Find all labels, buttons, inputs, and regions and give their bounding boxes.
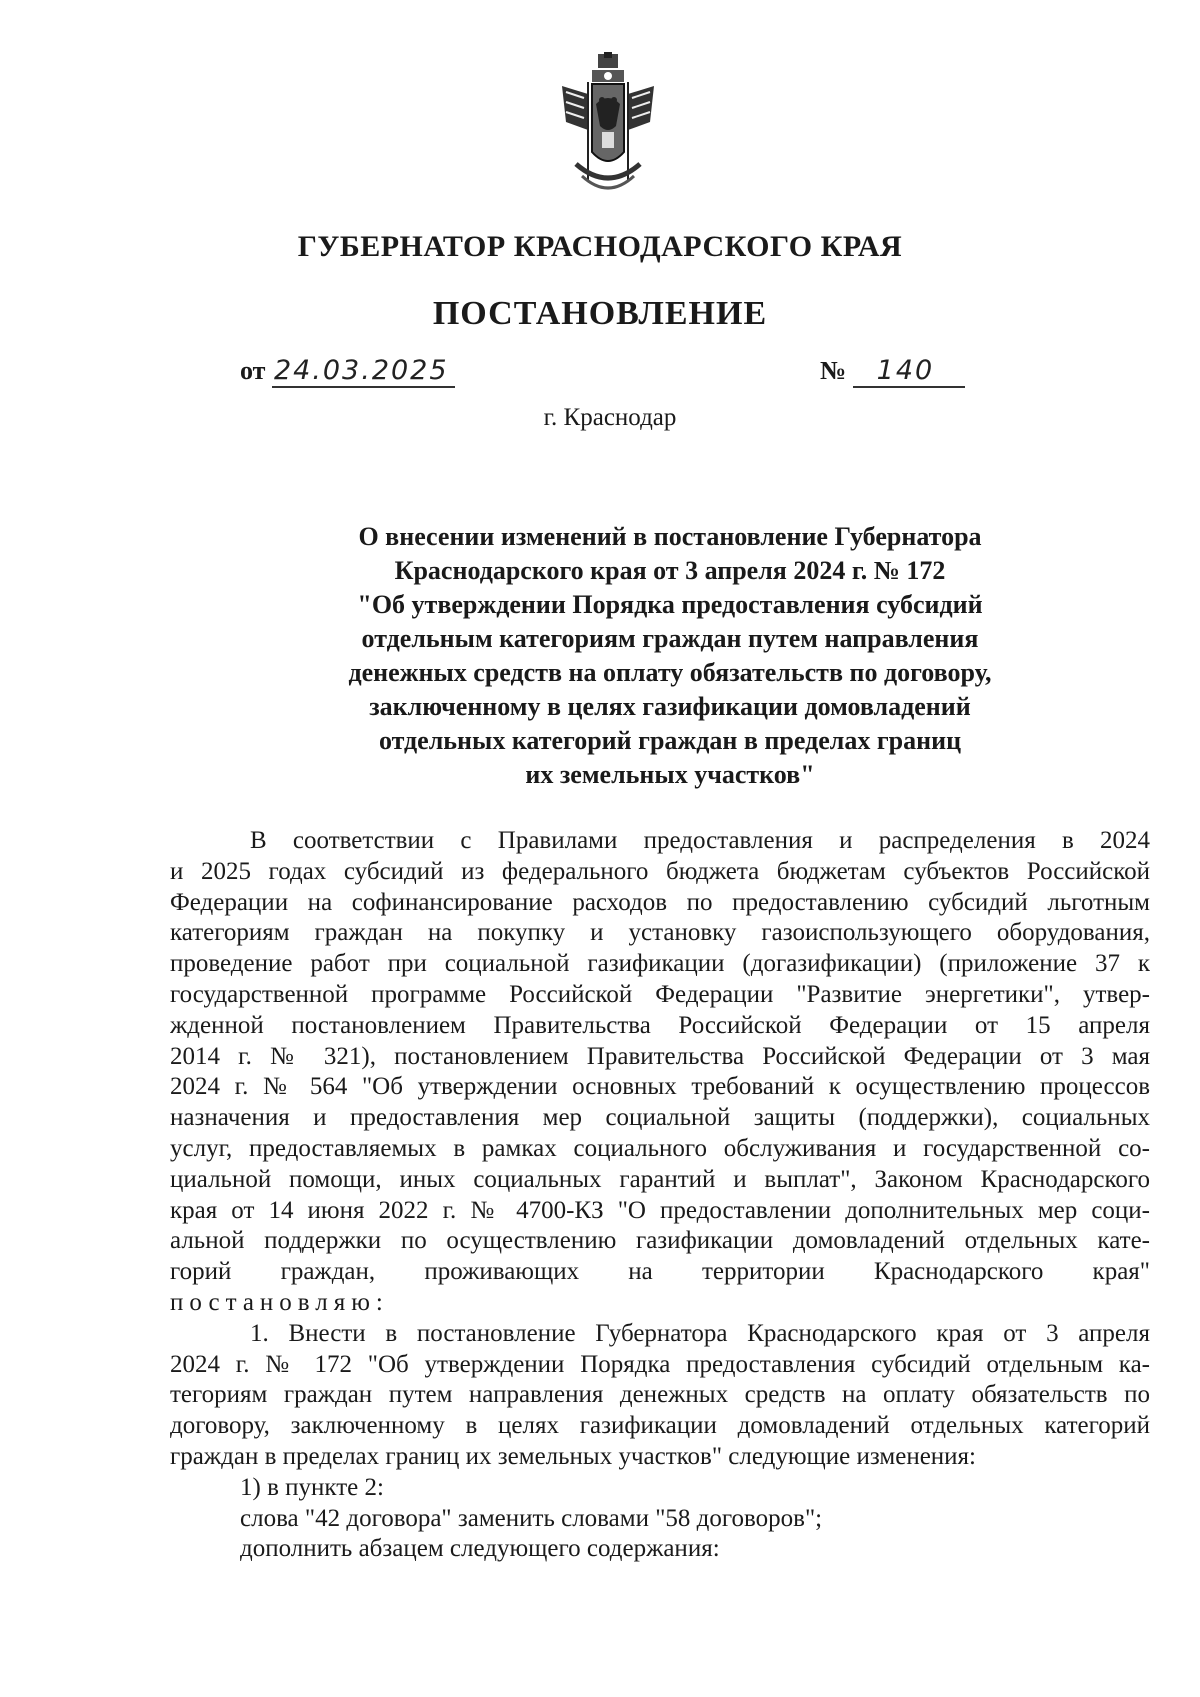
title-line: О внесении изменений в постановление Губернатора: [358, 522, 982, 551]
title-line: денежных средств на оплату обязательств по договору,: [348, 658, 992, 687]
date-prefix: от: [240, 356, 266, 385]
body-line: категориям граждан на покупку и установку газоиспользующего оборудования,: [170, 919, 1150, 947]
body-line: горий граждан, проживающих на территории Краснодарского края": [170, 1258, 1150, 1286]
body-line: жденной постановлением Правительства Российской Федерации от 15 апреля: [170, 1011, 1150, 1039]
title-line: "Об утверждении Порядка предоставления субсидий: [357, 590, 983, 619]
body-line: назначения и предоставления мер социальной защиты (поддержки), социальных: [170, 1104, 1150, 1132]
body-line: 2014 г. № 321), постановлением Правительства Российской Федерации от 3 мая: [170, 1042, 1150, 1070]
body-line: услуг, предоставляемых в рамках социального обслуживания и государственной со-: [170, 1134, 1150, 1162]
body-line: края от 14 июня 2022 г. № 4700-КЗ "О предоставлении дополнительных мер соци-: [170, 1196, 1150, 1224]
body-line: государственной программе Российской Федерации "Развитие энергетики", утвер-: [170, 980, 1150, 1008]
body-line: тегориям граждан путем направления денежных средств на оплату обязательств по: [170, 1381, 1150, 1409]
title-line: отдельным категориям граждан путем направления: [361, 624, 979, 653]
body-line: 2024 г. № 172 "Об утверждении Порядка предоставления субсидий отдельным ка-: [170, 1350, 1150, 1378]
number-prefix: №: [820, 356, 847, 385]
body-line: альной поддержки по осуществлению газификации домовладений отдельных кате-: [170, 1227, 1150, 1255]
body-line: проведение работ при социальной газификации (догазификации) (приложение 37 к: [170, 950, 1150, 978]
title-line: заключенному в целях газификации домовладений: [369, 692, 971, 721]
body-line: постановляю:: [170, 1288, 389, 1316]
body-line: дополнить абзацем следующего содержания:: [240, 1535, 720, 1563]
body-line: В соответствии с Правилами предоставления и распределения в 2024: [250, 827, 1150, 854]
document-date: [240, 356, 455, 388]
title-line: их земельных участков": [525, 760, 815, 789]
body-line: 2024 г. № 564 "Об утверждении основных требований к осуществлению процессов: [170, 1073, 1150, 1101]
body-line: 1) в пункте 2:: [240, 1473, 384, 1501]
body-line: 1. Внести в постановление Губернатора Краснодарского края от 3 апреля: [250, 1319, 1150, 1347]
document-type-heading: ПОСТАНОВЛЕНИЕ: [432, 295, 768, 332]
number-value: 140: [853, 356, 965, 388]
body-line: и 2025 годах субсидий из федерального бюджета бюджетам субъектов Российской: [170, 857, 1150, 885]
title-line: отдельных категорий граждан в пределах границ: [378, 726, 962, 755]
document-number: [820, 356, 965, 388]
body-line: договору, заключенному в целях газификации домовладений отдельных категорий: [170, 1412, 1150, 1440]
coat-of-arms-icon: [558, 52, 658, 200]
body-line: граждан в пределах границ их земельных участков" следующие изменения:: [170, 1442, 976, 1470]
document-title: [300, 520, 1040, 792]
date-value: 24.03.2025: [272, 356, 455, 388]
city-line: г. Краснодар: [543, 404, 677, 431]
body-line: Федерации на софинансирование расходов по предоставлению субсидий льготным: [170, 888, 1150, 916]
body-line: циальной помощи, иных социальных гарантий и выплат", Законом Краснодарского: [170, 1165, 1150, 1193]
title-line: Краснодарского края от 3 апреля 2024 г. № 172: [394, 556, 946, 585]
document-body: [170, 826, 1150, 1565]
body-line: слова "42 договора" заменить словами "58 договоров";: [240, 1504, 823, 1532]
authority-heading: ГУБЕРНАТОР КРАСНОДАРСКОГО КРАЯ: [297, 230, 903, 263]
